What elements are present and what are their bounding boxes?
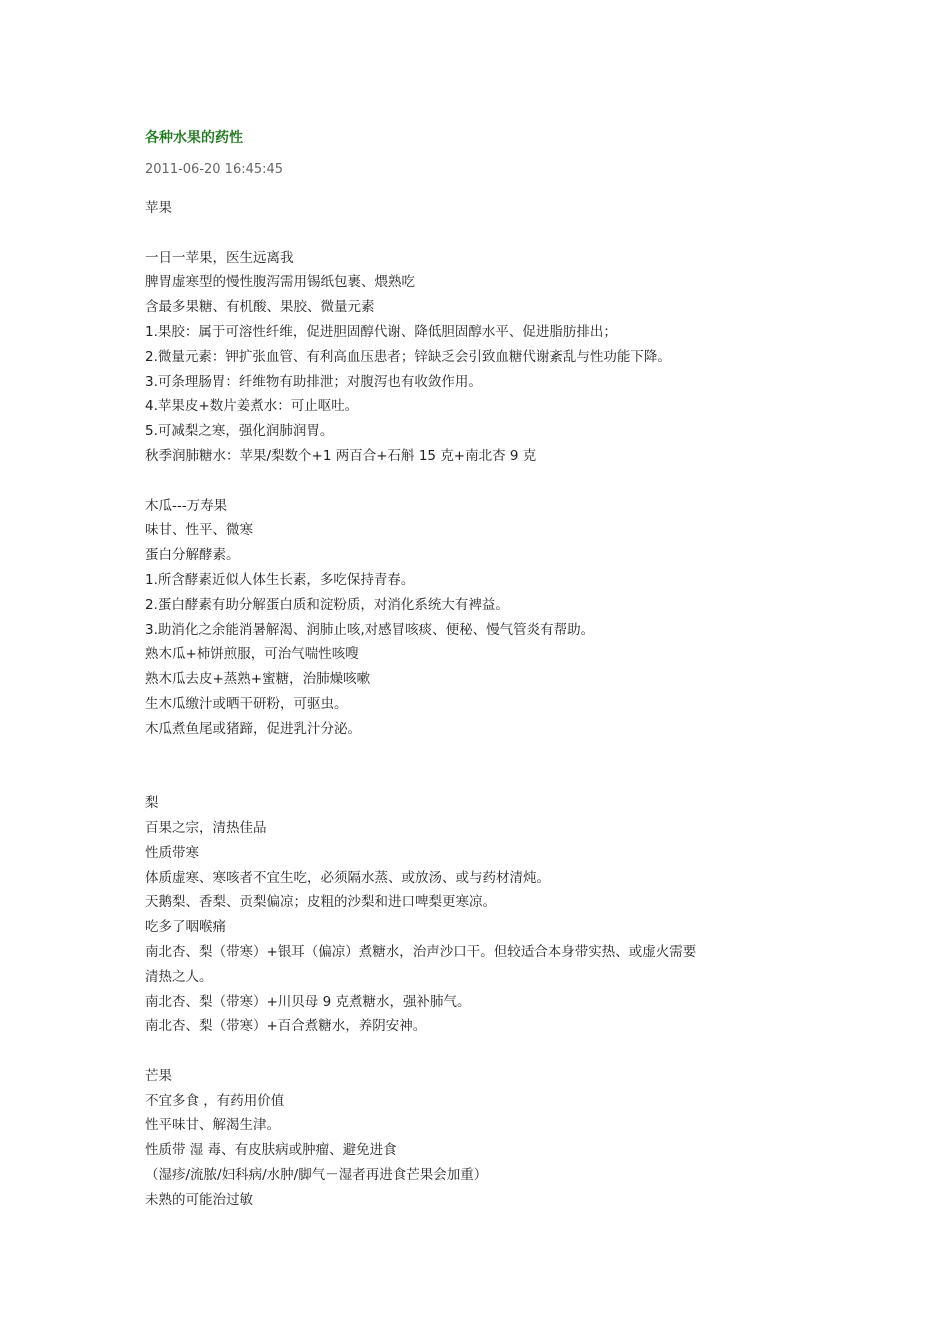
text-line: 5.可减梨之寒，强化润肺润胃。	[145, 423, 334, 440]
text-line: 体质虚寒、寒咳者不宜生吃，必须隔水蒸、或放汤、或与药材清炖。	[145, 869, 550, 886]
text-line: 木瓜煮鱼尾或猪蹄，促进乳汁分泌。	[145, 720, 361, 737]
text-line: 吃多了咽喉痛	[145, 919, 226, 936]
article-date: 2011-06-20 16:45:45	[145, 162, 284, 177]
text-line: 2.微量元素：钾扩张血管、有利高血压患者；锌缺乏会引致血糖代谢紊乱与性功能下降。	[145, 348, 671, 365]
section-heading-apple: 苹果	[145, 200, 172, 216]
text-line: 3.可条理肠胃：纤维物有助排泄；对腹泻也有收敛作用。	[145, 373, 482, 390]
text-line: 脾胃虚寒型的慢性腹泻需用锡纸包裹、煨熟吃	[145, 274, 415, 291]
text-line: 天鹅梨、香梨、贡梨偏凉；皮粗的沙梨和进口啤梨更寒凉。	[145, 894, 496, 911]
text-line: （湿疹/流脓/妇科病/水肿/脚气－湿者再进食芒果会加重）	[145, 1167, 488, 1184]
text-line: 一日一苹果，医生远离我	[145, 249, 294, 266]
text-line: 百果之宗，清热佳品	[145, 819, 267, 836]
text-line: 不宜多食 ，有药用价值	[145, 1092, 285, 1109]
spacer	[145, 221, 845, 246]
text-line: 1.所含酵素近似人体生长素，多吃保持青春。	[145, 571, 415, 588]
article-title: 各种水果的药性	[145, 130, 243, 146]
text-line: 清热之人。	[145, 968, 213, 985]
text-line: 4.苹果皮+数片姜煮水：可止呕吐。	[145, 398, 359, 415]
text-line: 性质带寒	[145, 844, 199, 861]
text-line: 熟木瓜+柿饼煎服，可治气喘性咳嗖	[145, 646, 359, 663]
text-line: 1.果胶：属于可溶性纤维，促进胆固醇代谢、降低胆固醇水平、促进脂肪排出；	[145, 323, 617, 340]
text-line: 味甘、性平、微寒	[145, 522, 253, 539]
text-line: 熟木瓜去皮+蒸熟+蜜糖，治肺燥咳嗽	[145, 671, 371, 688]
text-line: 含最多果糖、有机酸、果胶、微量元素	[145, 299, 375, 316]
section-heading-papaya: 木瓜---万寿果	[145, 497, 228, 514]
section-heading-mango: 芒果	[145, 1067, 172, 1084]
text-line: 生木瓜缴汁或晒干研粉，可驱虫。	[145, 695, 348, 712]
text-line: 蛋白分解酵素。	[145, 547, 240, 564]
spacer	[145, 742, 845, 792]
text-line: 性质带 湿 毒、有皮肤病或肿瘤、避免进食	[145, 1142, 397, 1159]
text-line: 3.助消化之余能消暑解渴、润肺止咳,对感冒咳痰、便秘、慢气管炎有帮助。	[145, 621, 595, 638]
article	[145, 126, 845, 1213]
text-line: 2.蛋白酵素有助分解蛋白质和淀粉质，对消化系统大有裨益。	[145, 596, 509, 613]
spacer	[145, 469, 845, 494]
text-line: 南北杏、梨（带寒）+银耳（偏凉）煮糖水，治声沙口干。但较适合本身带实热、或虚火需要	[145, 943, 697, 960]
article-body	[145, 196, 845, 1213]
spacer	[145, 1039, 845, 1064]
text-line: 秋季润肺糖水：苹果/梨数个+1 两百合+石斛 15 克+南北杏 9 克	[145, 447, 537, 464]
text-line: 南北杏、梨（带寒）+百合煮糖水，养阴安神。	[145, 1018, 427, 1035]
text-line: 南北杏、梨（带寒）+川贝母 9 克煮糖水，强补肺气。	[145, 993, 471, 1010]
text-line: 未熟的可能治过敏	[145, 1191, 253, 1208]
section-heading-pear: 梨	[145, 795, 159, 812]
text-line: 性平味甘、解渴生津。	[145, 1117, 280, 1134]
